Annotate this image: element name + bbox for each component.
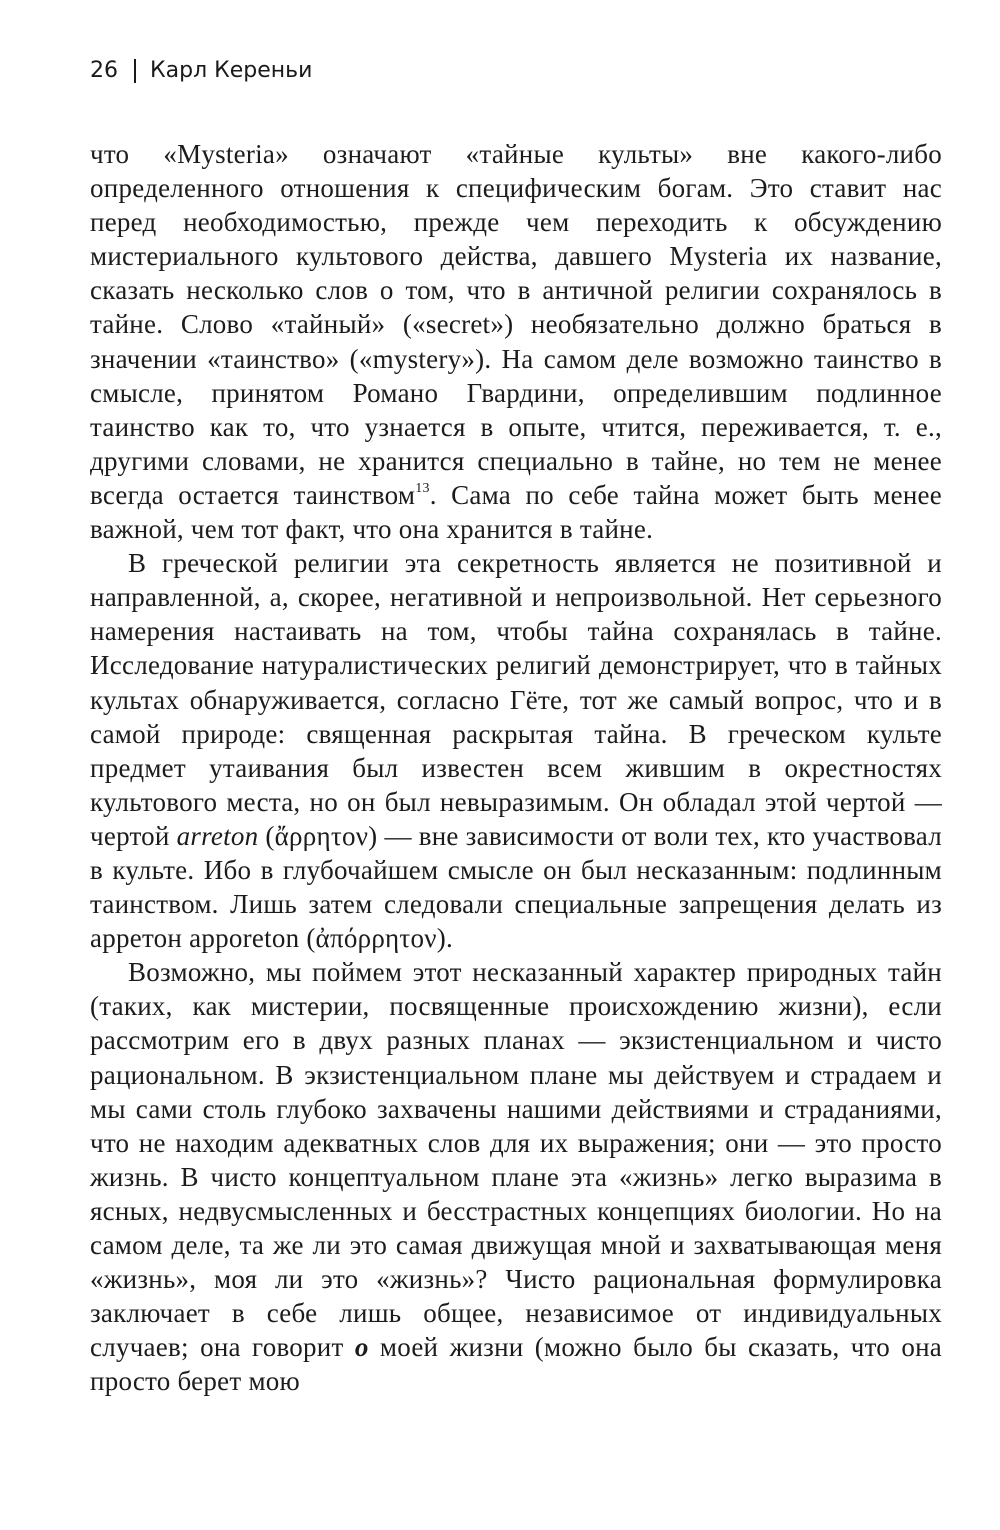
paragraph-2 [90, 546, 942, 955]
paragraph-3 [90, 955, 942, 1398]
header-author: Карл Кереньи [150, 58, 313, 83]
footnote-ref-13[interactable]: 13 [415, 480, 430, 496]
paragraph-2-text: В греческой религии эта секретность является не позитивной и направленной, а, скорее, негативной и непроизвольной. Нет серьезного намерения настаивать на том, чтобы тайна сохранялась в тайне. Исследование натуралистических религий демонстрирует, что в тайных культах обнаруживается, согласно Гёте, тот же самый вопрос, что и в самой природе: священная раскрытая тайна. В греческом культе предмет утаивания был известен всем жившим в окрестностях культового места, но он был невыразимым. Он обладал этой чертой — чертой [90, 548, 942, 851]
paragraph-2-end: (ἄρρητον) — вне зависимости от воли тех, кто участвовал в культе. Ибо в глубочайшем смысле он был несказанным: подлинным таинством. Лишь затем следовали специальные запрещения делать из арретон apporeton (ἀπόρρητον). [90, 820, 943, 954]
paragraph-1 [90, 137, 942, 546]
paragraph-3-text: Возможно, мы поймем этот несказанный характер природных тайн (таких, как мистерии, посвященные происхождению жизни), если рассмотрим его в двух разных планах — экзистенциальном и чисто рациональном. В экзистенциальном плане мы действуем и страдаем и мы сами столь глубоко захвачены нашими действиями и страданиями, что не находим адекватных слов для их выражения; они — это просто жизнь. В чисто концептуальном плане эта «жизнь» легко выразима в ясных, недвусмысленных и бесстрастных концепциях биологии. Но на самом деле, та же ли это самая движущая мной и захватывающая меня «жизнь», моя ли это «жизнь»? Чисто рациональная формулировка заключает в себе лишь общее, независимое от индивидуальных случаев; она говорит [90, 957, 942, 1363]
paragraph-3-end: моей жизни (можно было бы сказать, что она просто берет мою [90, 1332, 943, 1397]
paragraph-1-text: что «Mysteria» означают «тайные культы» вне какого-либо определенного отношения к специфическим богам. Это ставит нас перед необходимостью, прежде чем переходить к обсуждению мистериального культового действа, давшего Mysteria их название, сказать несколько слов о том, что в античной религии сохранялось в тайне. Слово «тайный» («secret») необязательно должно браться в значении «таинство» («mystery»). На самом деле возможно таинство в смысле, принятом Романо Гвардини, определившим подлинное таинство как то, что узнается в опыте, чтится, переживается, т. е., другими словами, не хранится специально в тайне, но тем не менее всегда остается таинством [90, 139, 942, 510]
term-arreton: arreton [176, 820, 259, 851]
emphasis-o: о [354, 1332, 369, 1363]
running-header [90, 58, 312, 83]
body-text [90, 137, 942, 1398]
page-number: 26 [90, 58, 118, 83]
header-separator [134, 59, 136, 83]
paragraph-1-end: . Сама по себе тайна может быть менее важной, чем тот факт, что она хранится в тайне. [90, 479, 942, 545]
